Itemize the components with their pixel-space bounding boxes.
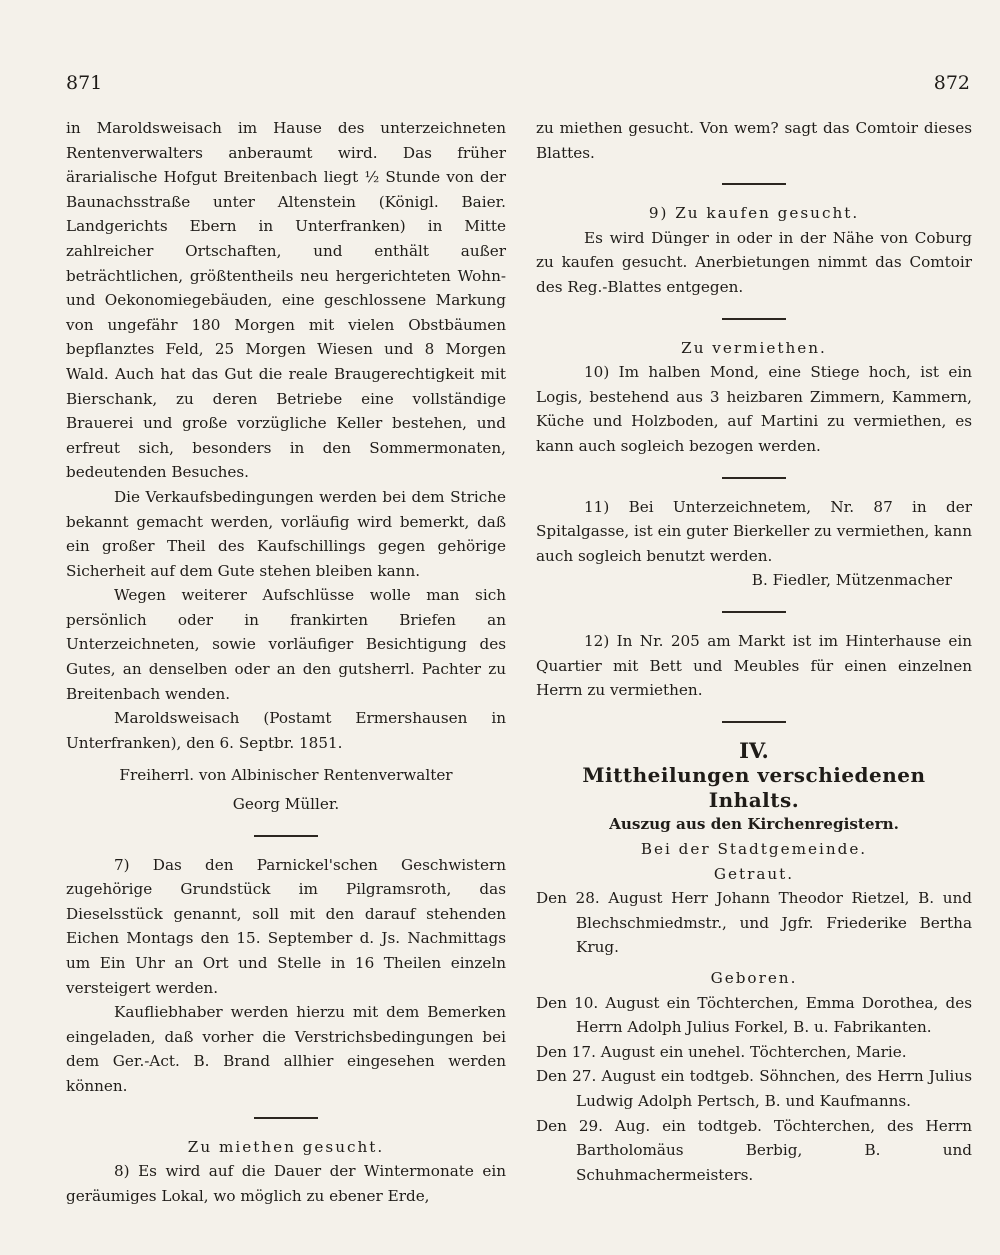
- parish-heading: Bei der Stadtgemeinde.: [640, 840, 868, 859]
- heading-zu-vermiethen: Zu vermiethen.: [681, 338, 827, 357]
- register-entry-birth-2: Den 17. August ein unehel. Töchterchen, Marie.: [536, 1042, 907, 1061]
- section-subtitle: Auszug aus den Kirchenregistern.: [609, 815, 899, 834]
- notice-item-10: 10) Im halben Mond, eine Stiege hoch, ist ein Logis, bestehend aus 3 heizbaren Zimmern, Kammern, Küche und Holzboden, auf Martini zu vermiethen, es kann auch sogleich bezogen werden.: [536, 363, 972, 455]
- separator: [722, 611, 786, 613]
- paragraph-inquiries: Wegen weiterer Aufschlüsse wolle man sich persönlich oder in frankirten Briefen an Unterzeichneten, sowie vorläufiger Besichtigung des Gutes, an denselben oder an den gutsherrl. Pachter zu Breitenbach wenden.: [66, 586, 506, 703]
- notice-item-7-continuation: Kaufliebhaber werden hierzu mit dem Bemerken eingeladen, daß vorher die Verstrichsbedingungen bei dem Ger.-Act. B. Brand allhier eingesehen werden können.: [66, 1003, 506, 1095]
- separator: [722, 721, 786, 723]
- heading-zu-kaufen-gesucht: 9) Zu kaufen gesucht.: [648, 204, 860, 223]
- paragraph-estate-description: in Maroldsweisach im Hause des unterzeichneten Rentenverwalters anberaumt wird. Das früher ärarialische Hofgut Breitenbach liegt ½ Stunde von der Baunachsstraße unter Altenstein (Königl. Baier. Landgerichts Ebern in Unterfranken) in Mitte zahlreicher Ortschaften, und enthält außer beträchtlichen, größtentheils neu hergerichteten Wohn- und Oekonomiegebäuden, eine geschlossene Markung von ungefähr 180 Morgen mit vielen Obstbäumen bepflanztes Feld, 25 Morgen Wiesen und 8 Morgen Wald. Auch hat das Gut die reale Braugerechtigkeit mit Bierschank, zu deren Betriebe eine vollständige Brauerei und große vorzügliche Keller bestehen, und erfreut sich, besonders in den Sommermonaten, bedeutenden Besuches.: [66, 119, 506, 482]
- paragraph-place-date: Maroldsweisach (Postamt Ermershausen in Unterfranken), den 6. Septbr. 1851.: [66, 709, 506, 752]
- notice-item-7: 7) Das den Parnickel'schen Geschwistern zugehörige Grundstück im Pilgramsroth, das Dieselsstück genannt, soll mit den darauf stehenden Eichen Montags den 15. September d. Js. Nachmittags um Ein Uhr an Ort und Stelle in 16 Theilen einzeln versteigert werden.: [66, 855, 506, 997]
- register-entry-birth-3: Den 27. August ein todtgeb. Söhnchen, des Herrn Julius Ludwig Adolph Pertsch, B. und Kaufmanns.: [536, 1067, 972, 1110]
- register-entry-birth-4: Den 29. Aug. ein todtgeb. Töchterchen, des Herrn Bartholomäus Berbig, B. und Schuhmachermeisters.: [536, 1116, 972, 1184]
- left-column: [66, 116, 506, 1208]
- notice-item-12: 12) In Nr. 205 am Markt ist im Hinterhause ein Quartier mit Bett und Meubles für einen einzelnen Herrn zu vermiethen.: [536, 631, 972, 700]
- separator: [722, 183, 786, 185]
- heading-geboren: Geboren.: [710, 969, 798, 988]
- separator: [722, 318, 786, 320]
- section-number: IV.: [739, 737, 769, 763]
- page-number-right: 872: [933, 72, 970, 94]
- separator: [722, 477, 786, 479]
- notice-item-8: 8) Es wird auf die Dauer der Wintermonate ein geräumiges Lokal, wo möglich zu ebener Erde,: [66, 1162, 506, 1205]
- heading-zu-miethen-gesucht: Zu miethen gesucht.: [187, 1137, 385, 1156]
- notice-item-11: 11) Bei Unterzeichnetem, Nr. 87 in der Spitalgasse, ist ein guter Bierkeller zu vermiethen, kann auch sogleich benutzt werden.: [536, 497, 972, 565]
- signature-name: Georg Müller.: [232, 795, 340, 814]
- heading-getraut: Getraut.: [713, 864, 795, 883]
- notice-item-9: Es wird Dünger in oder in der Nähe von Coburg zu kaufen gesucht. Anerbietungen nimmt das Comtoir des Reg.-Blattes entgegen.: [536, 228, 972, 296]
- page-number-left: 871: [66, 72, 103, 94]
- separator: [254, 835, 318, 837]
- notice-item-8-continuation: zu miethen gesucht. Von wem? sagt das Comtoir dieses Blattes.: [536, 119, 972, 162]
- separator: [254, 1117, 318, 1119]
- register-entry-birth-1: Den 10. August ein Töchterchen, Emma Dorothea, des Herrn Adolph Julius Forkel, B. u. Fabrikanten.: [536, 993, 972, 1037]
- section-title: Mittheilungen verschiedenen Inhalts.: [582, 763, 926, 812]
- register-entry-marriage: Den 28. August Herr Johann Theodor Rietzel, B. und Blechschmiedmstr., und Jgfr. Friederike Bertha Krug.: [536, 889, 972, 957]
- notice-item-11-signature: B. Fiedler, Mützenmacher: [751, 571, 952, 590]
- right-column: [536, 116, 972, 1187]
- paragraph-sale-conditions: Die Verkaufsbedingungen werden bei dem Striche bekannt gemacht werden, vorläufig wird bemerkt, daß ein großer Theil des Kaufschillings gegen gehörige Sicherheit auf dem Gute stehen bleiben kann.: [66, 487, 506, 580]
- signature-title: Freiherrl. von Albinischer Rentenverwalter: [119, 766, 453, 785]
